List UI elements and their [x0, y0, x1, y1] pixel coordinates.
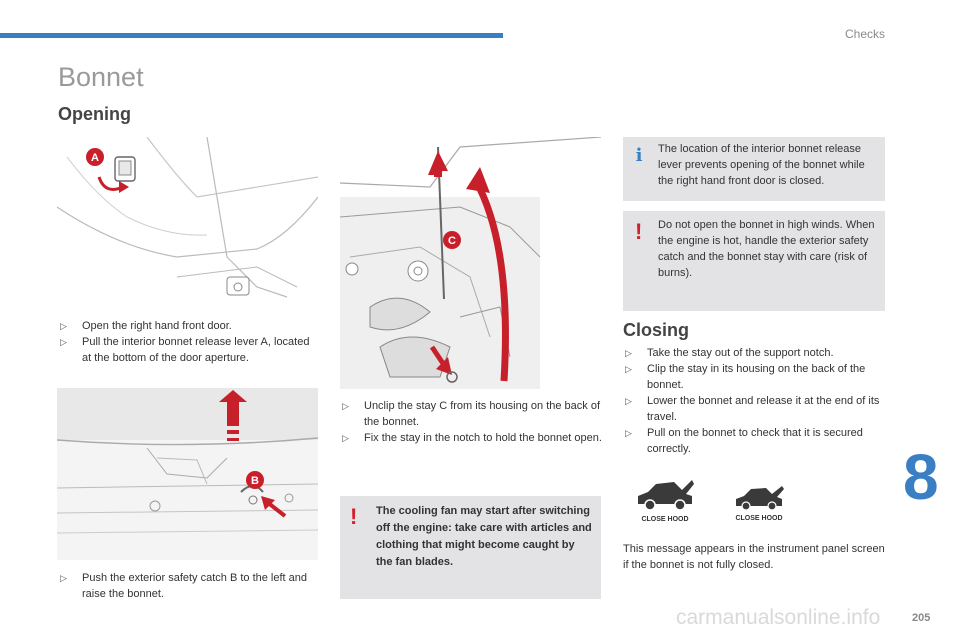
closing-heading: Closing [623, 320, 689, 340]
steps-b-list [58, 570, 320, 602]
exclamation-icon: ! [635, 219, 643, 244]
info-icon: i [635, 145, 643, 166]
list-item: ▷ Pull on the bonnet to check that it is secured correctly. [625, 427, 863, 455]
list-item: ▷ Clip the stay in its housing on the back of the bonnet. [625, 363, 866, 391]
close-hood-label-2: CLOSE HOOD [735, 515, 783, 522]
steps-a-list [58, 318, 320, 366]
list-item: ▷ Unclip the stay C from its housing on the back of the bonnet. [342, 400, 601, 428]
info-note-text: The location of the interior bonnet release lever prevents opening of the bonnet while the right hand front door is closed. [658, 143, 865, 187]
triangle-right-icon: ▷ [342, 433, 349, 443]
label-c: C [448, 235, 456, 247]
close-hood-message: This message appears in the instrument panel screen if the bonnet is not fully closed. [623, 543, 885, 571]
header-bar [0, 33, 503, 38]
triangle-right-icon: ▷ [625, 396, 632, 406]
steps-c-list [340, 398, 602, 446]
fan-warning-box [340, 496, 601, 599]
watermark: carmanualsonline.info [676, 606, 881, 629]
close-hood-label-1: CLOSE HOOD [641, 516, 689, 523]
list-item: ▷ Push the exterior safety catch B to the left and raise the bonnet. [60, 572, 308, 600]
triangle-right-icon: ▷ [342, 401, 349, 411]
triangle-right-icon: ▷ [625, 428, 632, 438]
close-hood-indicator-large [634, 478, 696, 528]
wind-warning-text: Do not open the bonnet in high winds. When the engine is hot, handle the exterior safety catch and the bonnet stay with care (risk of burns). [658, 219, 875, 279]
list-item: ▷ Lower the bonnet and release it at the end of its travel. [625, 395, 880, 423]
wind-warning-box [623, 211, 885, 311]
list-item: ▷ Fix the stay in the notch to hold the bonnet open. [342, 432, 602, 444]
triangle-right-icon: ▷ [60, 337, 67, 347]
list-item: ▷ Pull the interior bonnet release lever A, located at the bottom of the door aperture. [60, 336, 310, 364]
label-b: B [251, 475, 259, 487]
triangle-right-icon: ▷ [60, 573, 67, 583]
close-hood-indicator-small [732, 484, 786, 528]
car-bonnet-open-icon [634, 478, 696, 514]
triangle-right-icon: ▷ [625, 348, 632, 358]
section-title: Checks [844, 27, 885, 41]
triangle-right-icon: ▷ [60, 321, 67, 331]
list-item: ▷ Open the right hand front door. [60, 320, 232, 332]
list-item: ▷ Take the stay out of the support notch. [625, 347, 834, 359]
page-number: 205 [912, 612, 931, 624]
closing-steps-list [623, 345, 885, 457]
chapter-number: 8 [903, 441, 939, 513]
opening-heading: Opening [58, 104, 131, 124]
illustration-release-lever [57, 137, 318, 309]
illustration-bonnet-stay [340, 137, 601, 389]
info-note-box [623, 137, 885, 201]
exclamation-icon: ! [350, 504, 358, 529]
car-bonnet-open-icon [732, 484, 786, 512]
page-title: Bonnet [58, 62, 144, 92]
triangle-right-icon: ▷ [625, 364, 632, 374]
illustration-safety-catch [57, 388, 318, 560]
label-a: A [91, 152, 99, 164]
fan-warning-text: The cooling fan may start after switching off the engine: take care with articles and clothing that might become caught by the fan blades. [376, 505, 592, 568]
